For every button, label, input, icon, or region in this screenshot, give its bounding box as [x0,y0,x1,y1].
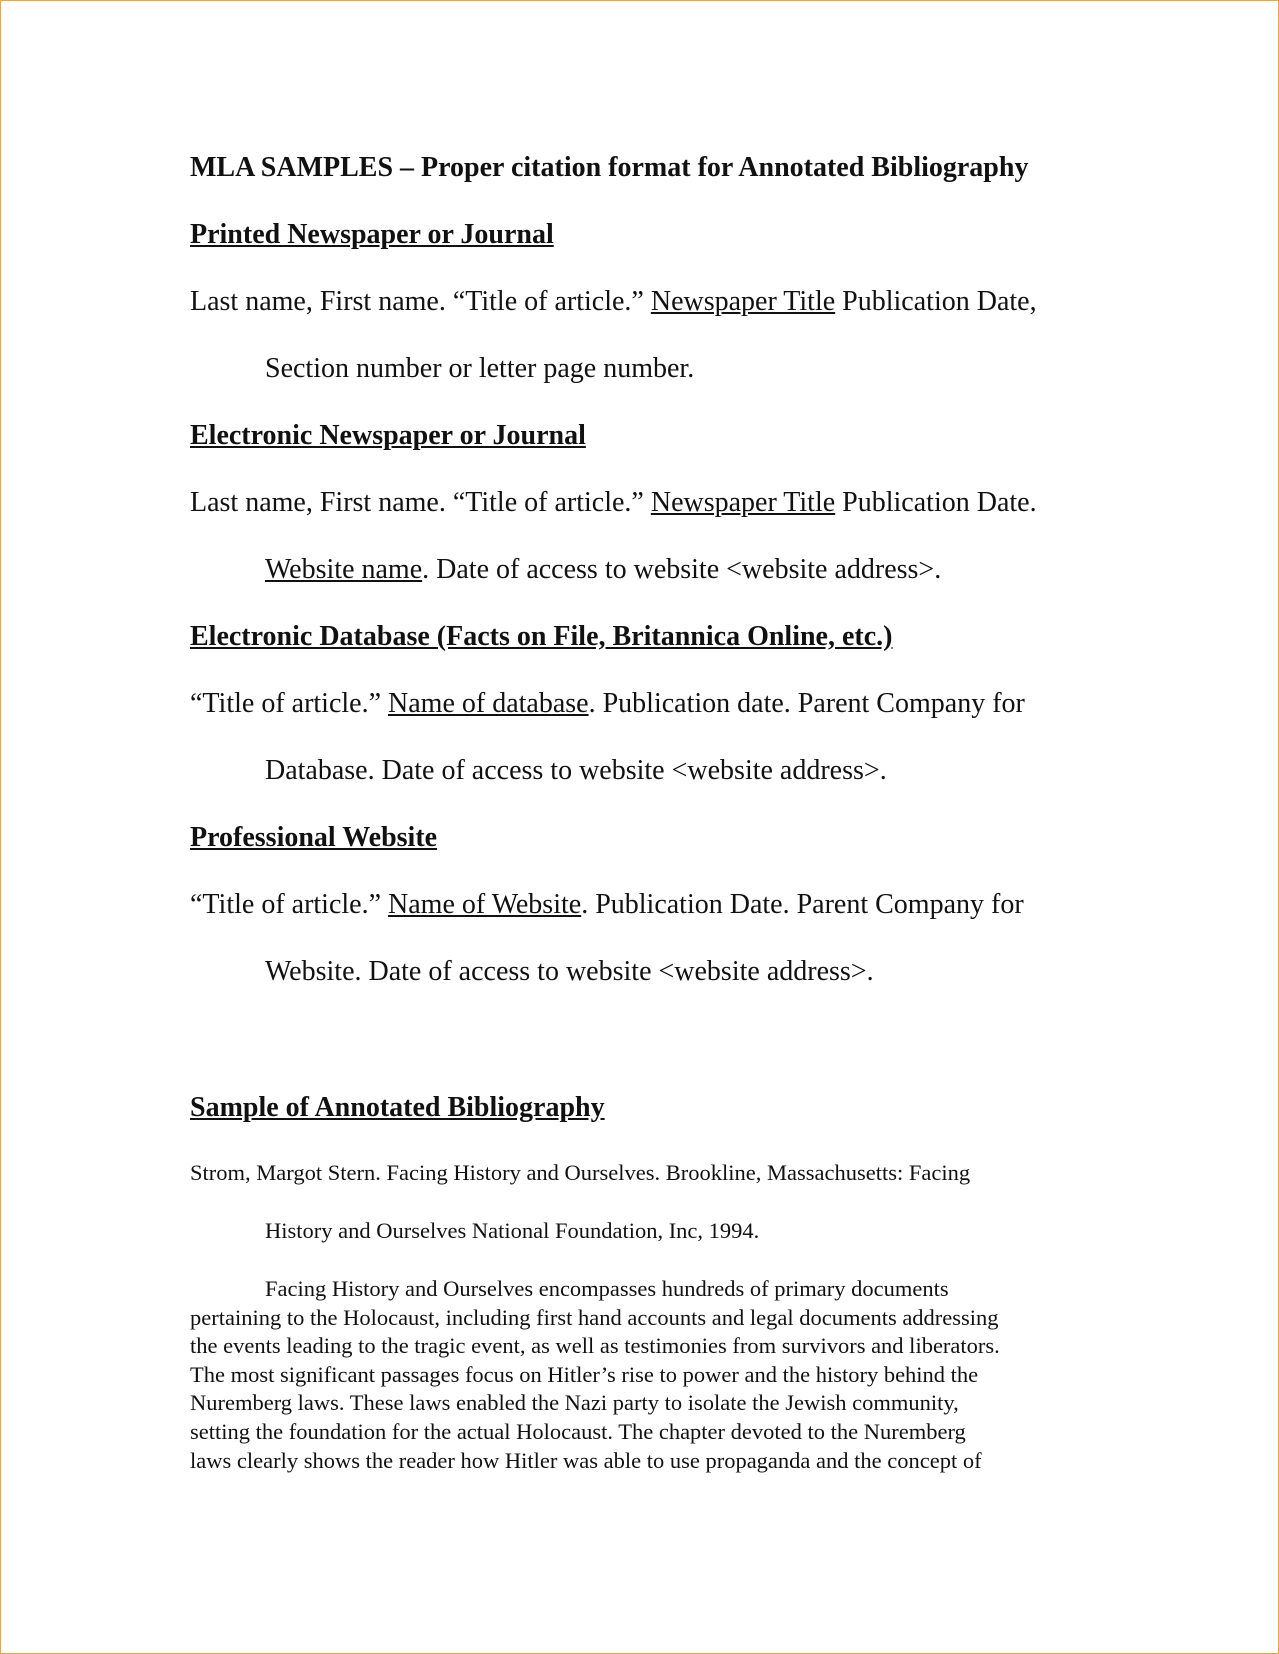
annotation-line: the events leading to the tragic event, as well as testimonies from survivors and liberators. [190,1333,1000,1359]
section-heading-sample: Sample of Annotated Bibliography [190,1092,605,1123]
section-heading-electronic-newspaper: Electronic Newspaper or Journal [190,420,586,451]
citation-database-line1: “Title of article.” Name of database. Publication date. Parent Company for [190,688,1025,719]
citation-website-line1: “Title of article.” Name of Website. Publication Date. Parent Company for [190,889,1024,920]
citation-printed-line1: Last name, First name. “Title of article.” Newspaper Title Publication Date, [190,286,1037,317]
citation-website-line2: Website. Date of access to website <website address>. [265,956,874,987]
citation-printed-line2: Section number or letter page number. [265,353,695,384]
citation-database-line2: Database. Date of access to website <website address>. [265,755,887,786]
annotation-line: Nuremberg laws. These laws enabled the Nazi party to isolate the Jewish community, [190,1390,959,1416]
annotation-paragraph [190,1275,1150,1475]
annotation-line: laws clearly shows the reader how Hitler was able to use propaganda and the concept of [190,1447,982,1473]
citation-electronic-newspaper-line2: Website name. Date of access to website <website address>. [265,554,942,585]
sample-citation-line2: History and Ourselves National Foundation, Inc, 1994. [265,1218,760,1243]
citation-electronic-newspaper-line1: Last name, First name. “Title of article.” Newspaper Title Publication Date. [190,487,1037,518]
annotation-line: Facing History and Ourselves encompasses hundreds of primary documents [265,1276,949,1301]
document-title: MLA SAMPLES – Proper citation format for Annotated Bibliography [190,152,1029,183]
section-heading-professional-website: Professional Website [190,822,438,853]
section-heading-printed: Printed Newspaper or Journal [190,219,554,250]
annotation-line: setting the foundation for the actual Holocaust. The chapter devoted to the Nuremberg [190,1418,966,1444]
section-heading-electronic-database: Electronic Database (Facts on File, Britannica Online, etc.) [190,621,893,652]
sample-citation-line1: Strom, Margot Stern. Facing History and Ourselves. Brookline, Massachusetts: Facing [190,1160,971,1185]
annotation-line: The most significant passages focus on Hitler’s rise to power and the history behind the [190,1361,979,1387]
annotation-line: pertaining to the Holocaust, including first hand accounts and legal documents addressing [190,1304,999,1330]
